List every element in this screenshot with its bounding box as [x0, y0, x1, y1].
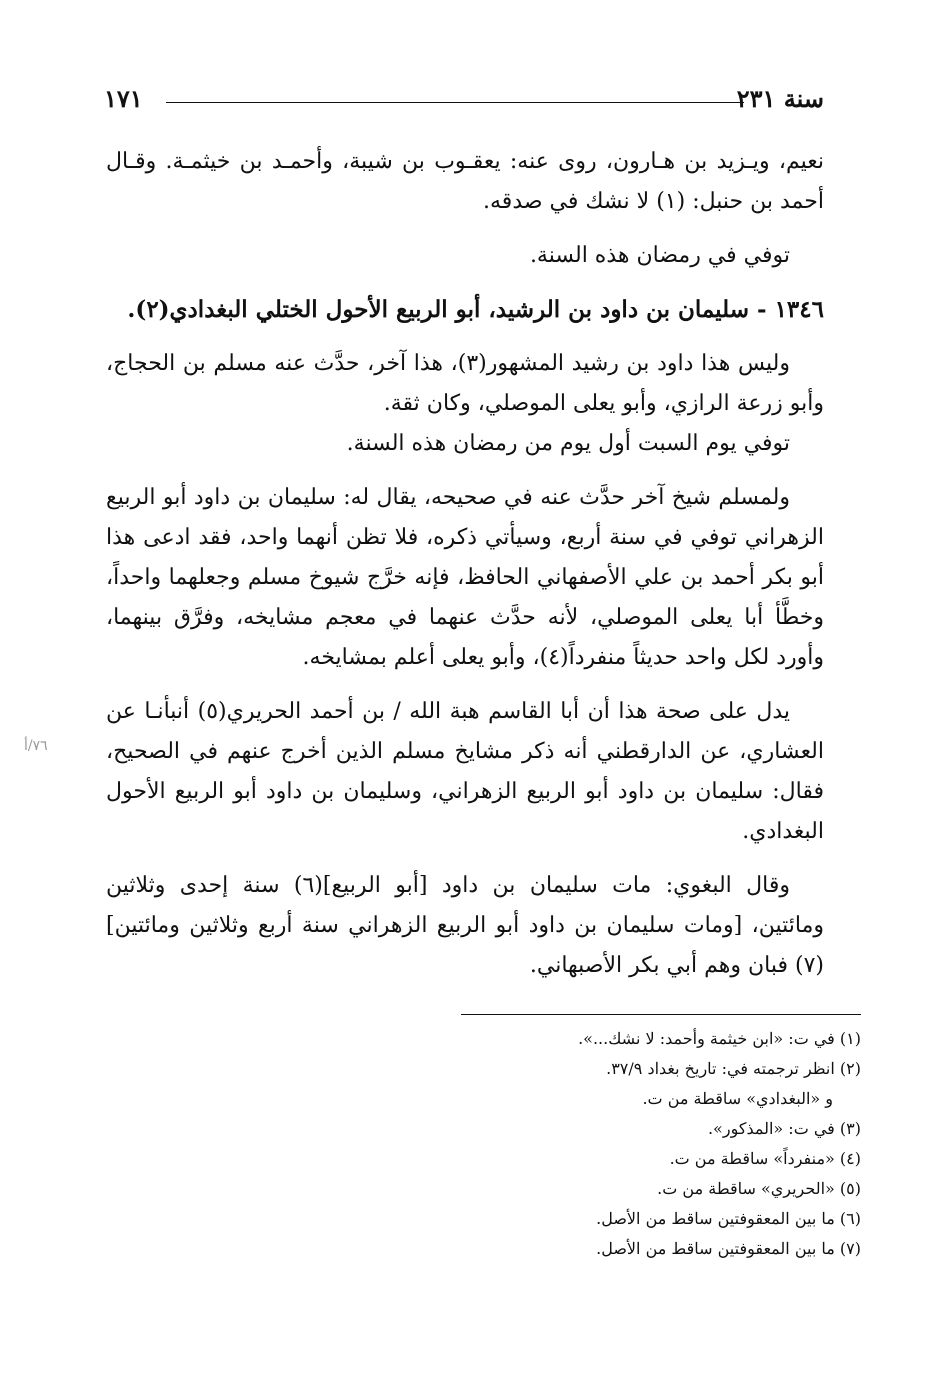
margin-folio-note: ٧٦/أ	[24, 738, 48, 754]
main-text	[106, 142, 824, 986]
footnote-2-continued: و «البغدادي» ساقطة من ت.	[642, 1089, 833, 1108]
paragraph-2: توفي في رمضان هذه السنة.	[529, 243, 790, 268]
entry-title-1346: ١٣٤٦ - سليمان بن داود بن الرشيد، أبو الربيع الأحول الختلي البغدادي(٢).	[127, 296, 824, 323]
footnote-4: (٤) «منفرداً» ساقطة من ت.	[669, 1149, 861, 1168]
footnote-6: (٦) ما بين المعقوفتين ساقط من الأصل.	[596, 1209, 861, 1228]
footnote-2: (٢) انظر ترجمته في: تاريخ بغداد ٣٧/٩.	[606, 1059, 861, 1078]
footnote-3: (٣) في ت: «المذكور».	[707, 1119, 861, 1138]
header-rule	[166, 102, 744, 103]
footnote-7: (٧) ما بين المعقوفتين ساقط من الأصل.	[596, 1239, 861, 1258]
running-title: سنة ٢٣١	[736, 84, 824, 113]
paragraph-7: وقال البغوي: مات سليمان بن داود [أبو الربيع](٦) سنة إحدى وثلاثين ومائتين، [ومات سليمان بن داود أبو الربيع الزهراني سنة أربع وثلاثين ومائتين](٧) فبان وهم أبي بكر الأصبهاني.	[106, 873, 824, 978]
footnote-rule	[461, 1014, 861, 1015]
paragraph-4: توفي يوم السبت أول يوم من رمضان هذه السنة.	[346, 431, 790, 456]
footnote-5: (٥) «الحريري» ساقطة من ت.	[657, 1179, 861, 1198]
footnote-1: (١) في ت: «ابن خيثمة وأحمد: لا نشك...».	[578, 1029, 861, 1048]
footnotes	[441, 1024, 861, 1264]
page-number: ١٧١	[104, 84, 143, 113]
paragraph-1: نعيم، ويـزيد بن هـارون، روى عنه: يعقـوب بن شيبة، وأحمـد بن خيثمـة. وقـال أحمد بن حنبل: (١) لا نشك في صدقه.	[106, 149, 824, 214]
page-header	[104, 84, 824, 118]
paragraph-5: ولمسلم شيخ آخر حدَّث عنه في صحيحه، يقال له: سليمان بن داود أبو الربيع الزهراني توفي في سنة أربع، وسيأتي ذكره، فلا تظن أنهما واحد، فقد ادعى هذا أبو بكر أحمد بن علي الأصفهاني الحافظ، فإنه خرَّج شيوخ مسلم وجعلهما واحداً، وخطَّأ أبا يعلى الموصلي، لأنه حدَّث عنهما في معجم مشايخه، وفرَّق بينهما، وأورد لكل واحد حديثاً منفرداً(٤)، وأبو يعلى أعلم بمشايخه.	[106, 485, 824, 670]
paragraph-3: وليس هذا داود بن رشيد المشهور(٣)، هذا آخر، حدَّث عنه مسلم بن الحجاج، وأبو زرعة الرازي، وأبو يعلى الموصلي، وكان ثقة.	[106, 351, 824, 416]
paragraph-6: يدل على صحة هذا أن أبا القاسم هبة الله / بن أحمد الحريري(٥) أنبأنـا عن العشاري، عن الدارقطني أنه ذكر مشايخ مسلم الذين أخرج عنهم في الصحيح، فقال: سليمان بن داود أبو الربيع الزهراني، وسليمان بن داود أبو الربيع الأحول البغدادي.	[106, 699, 824, 844]
